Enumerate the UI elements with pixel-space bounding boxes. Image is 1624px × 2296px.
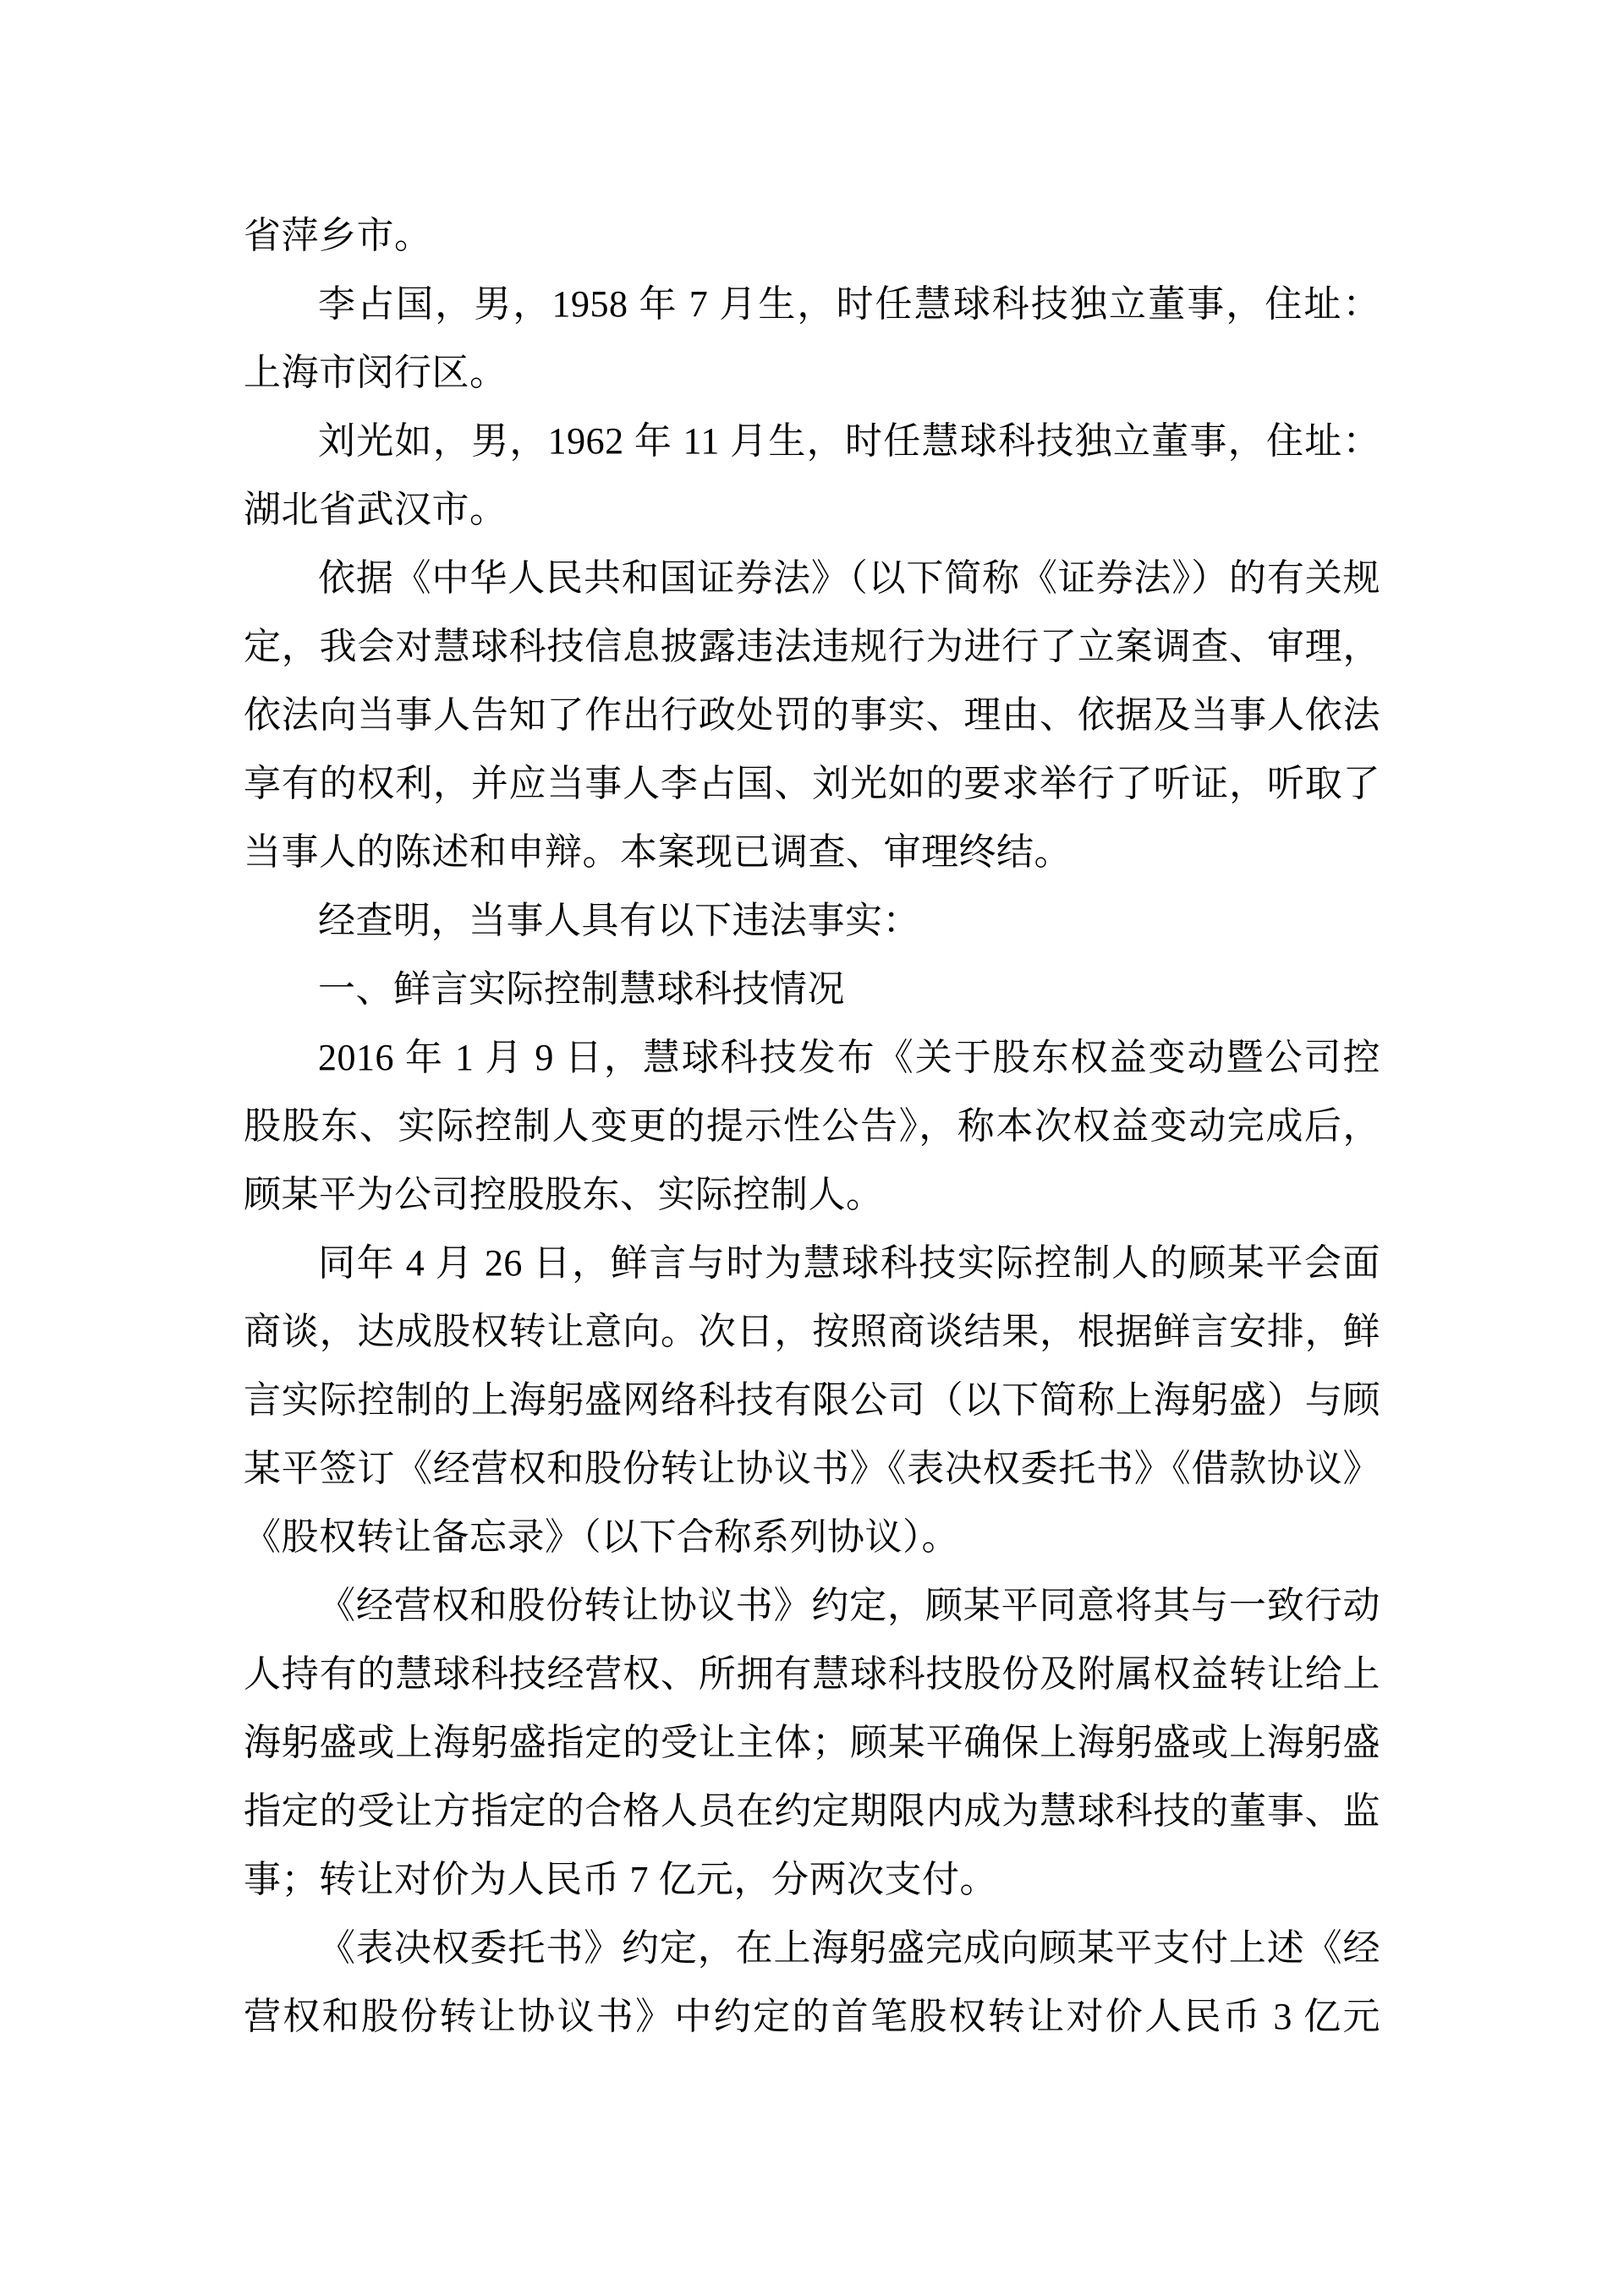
text-line: 营权和股份转让协议书》中约定的首笔股权转让对价人民币 3 亿元: [244, 1996, 1380, 2037]
text-line: 当事人的陈述和申辩。本案现已调查、审理终结。: [244, 831, 1072, 873]
text-line: 湖北省武汉市。: [244, 489, 508, 530]
text-line: 股股东、实际控制人变更的提示性公告》，称本次权益变动完成后，: [244, 1105, 1380, 1147]
text-line: 定，我会对慧球科技信息披露违法违规行为进行了立案调查、审理，: [244, 626, 1380, 667]
text-line: 上海市闵行区。: [244, 352, 508, 393]
text-line: 《表决权委托书》约定，在上海躬盛完成向顾某平支付上述《经: [318, 1927, 1380, 1969]
text-line: 刘光如，男，1962 年 11 月生，时任慧球科技独立董事，住址：: [318, 420, 1380, 462]
text-line: 享有的权利，并应当事人李占国、刘光如的要求举行了听证，听取了: [244, 763, 1380, 804]
text-line: 事；转让对价为人民币 7 亿元，分两次支付。: [244, 1859, 997, 1900]
text-line: 经查明，当事人具有以下违法事实：: [318, 900, 920, 941]
text-line: 李占国，男，1958 年 7 月生，时任慧球科技独立董事，住址：: [318, 283, 1380, 325]
document-text-block: [244, 201, 1380, 2051]
text-line: 海躬盛或上海躬盛指定的受让主体；顾某平确保上海躬盛或上海躬盛: [244, 1722, 1380, 1763]
section-1-heading: 一、鲜言实际控制慧球科技情况: [318, 968, 845, 1010]
text-line: 2016 年 1 月 9 日，慧球科技发布《关于股东权益变动暨公司控: [318, 1037, 1380, 1078]
text-line: 同年 4 月 26 日，鲜言与时为慧球科技实际控制人的顾某平会面: [318, 1242, 1380, 1284]
text-line: 《股权转让备忘录》（以下合称系列协议）。: [244, 1516, 959, 1558]
text-line: 人持有的慧球科技经营权、所拥有慧球科技股份及附属权益转让给上: [244, 1653, 1380, 1695]
text-line: 顾某平为公司控股股东、实际控制人。: [244, 1174, 884, 1215]
text-line: 依法向当事人告知了作出行政处罚的事实、理由、依据及当事人依法: [244, 694, 1380, 736]
text-line: 某平签订《经营权和股份转让协议书》《表决权委托书》《借款协议》: [244, 1448, 1380, 1489]
text-line: 言实际控制的上海躬盛网络科技有限公司（以下简称上海躬盛）与顾: [244, 1379, 1380, 1421]
text-line: 依据《中华人民共和国证券法》（以下简称《证券法》）的有关规: [318, 557, 1380, 599]
text-line: 省萍乡市。: [244, 215, 432, 256]
text-line: 指定的受让方指定的合格人员在约定期限内成为慧球科技的董事、监: [244, 1790, 1380, 1832]
text-line: 《经营权和股份转让协议书》约定，顾某平同意将其与一致行动: [318, 1585, 1380, 1626]
text-line: 商谈，达成股权转让意向。次日，按照商谈结果，根据鲜言安排，鲜: [244, 1311, 1380, 1352]
